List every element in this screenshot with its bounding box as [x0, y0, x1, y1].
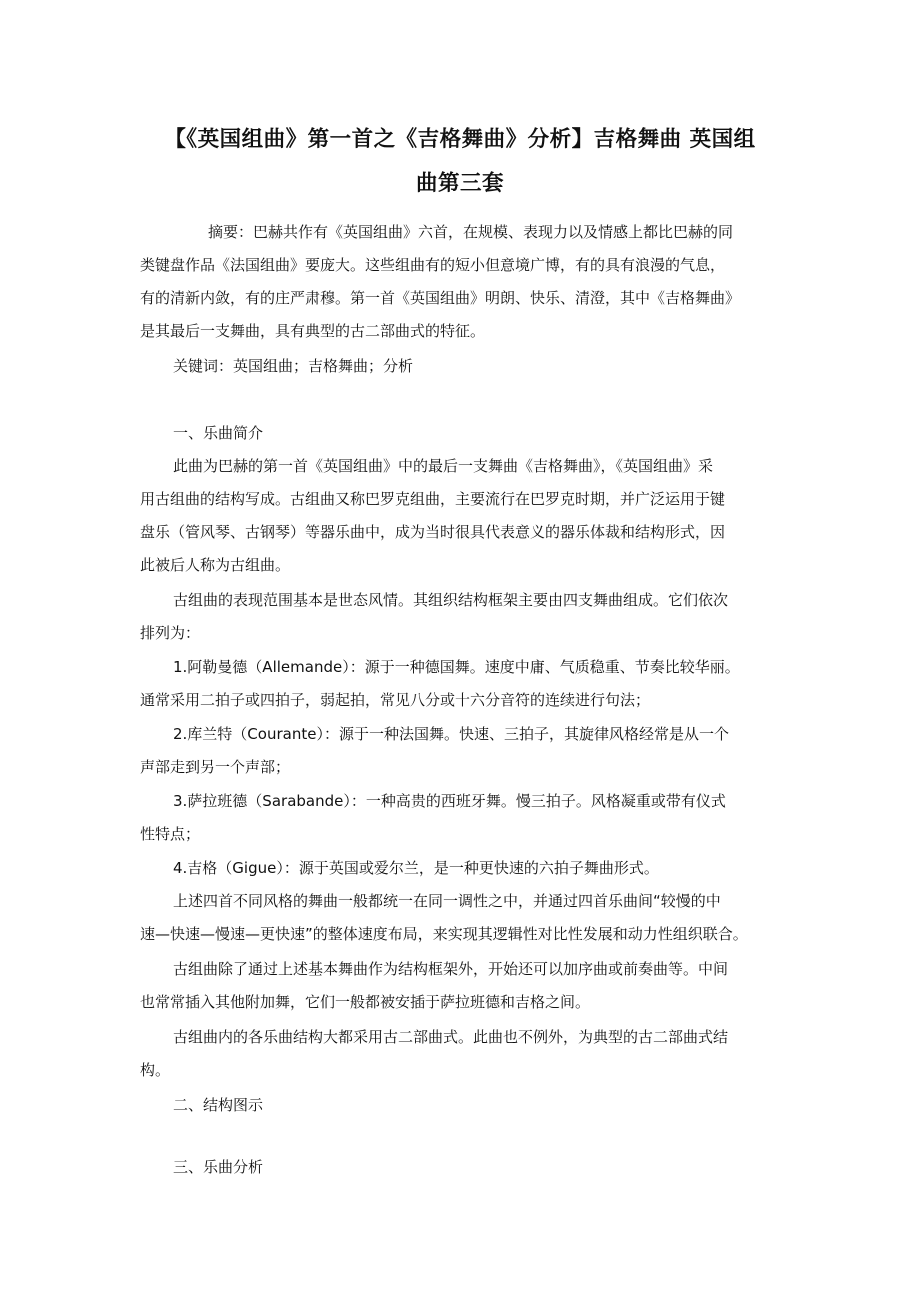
section-heading-1: 一、乐曲简介 — [173, 424, 264, 442]
paragraph-line: 古组曲内的各乐曲结构大都采用古二部曲式。此曲也不例外，为典型的古二部曲式结 — [173, 1028, 729, 1046]
list-item-courante-cont: 声部走到另一个声部； — [140, 758, 291, 776]
paragraph-line: 速—快速—慢速—更快速”的整体速度布局，来实现其逻辑性对比性发展和动力性组织联合。 — [140, 925, 748, 943]
paragraph-line: 古组曲的表现范围基本是世态风情。其组织结构框架主要由四支舞曲组成。它们依次 — [173, 591, 729, 609]
keywords: 关键词：英国组曲；吉格舞曲；分析 — [173, 357, 414, 375]
title-line-1: 【《英国组曲》第一首之《吉格舞曲》分析】吉格舞曲 英国组 — [164, 127, 756, 152]
abstract-line: 类键盘作品《法国组曲》要庞大。这些组曲有的短小但意境广博，有的具有浪漫的气息， — [140, 256, 726, 274]
paragraph-line: 构。 — [140, 1061, 171, 1079]
paragraph-line: 此被后人称为古组曲。 — [140, 556, 291, 574]
paragraph-line: 也常常插入其他附加舞，它们一般都被安插于萨拉班德和吉格之间。 — [140, 993, 591, 1011]
list-item-sarabande: 3.萨拉班德（Sarabande）：一种高贵的西班牙舞。慢三拍子。风格凝重或带有仪式 — [173, 792, 726, 810]
paragraph-line: 古组曲除了通过上述基本舞曲作为结构框架外，开始还可以加序曲或前奏曲等。中间 — [173, 960, 729, 978]
abstract-line: 摘要：巴赫共作有《英国组曲》六首，在规模、表现力以及情感上都比巴赫的同 — [208, 223, 734, 241]
list-item-courante: 2.库兰特（Courante）：源于一种法国舞。快速、三拍子，其旋律风格经常是从一个 — [173, 725, 729, 743]
paragraph-line: 用古组曲的结构写成。古组曲又称巴罗克组曲，主要流行在巴罗克时期，并广泛运用于键 — [140, 490, 726, 508]
paragraph-line: 盘乐（管风琴、古钢琴）等器乐曲中，成为当时很具代表意义的器乐体裁和结构形式，因 — [140, 523, 726, 541]
list-item-allemande-cont: 通常采用二拍子或四拍子，弱起拍，常见八分或十六分音符的连续进行句法； — [140, 691, 651, 709]
document-title — [140, 118, 780, 206]
section-heading-2: 二、结构图示 — [173, 1096, 264, 1114]
paragraph-line: 此曲为巴赫的第一首《英国组曲》中的最后一支舞曲《吉格舞曲》，《英国组曲》采 — [173, 457, 714, 475]
list-item-gigue: 4.吉格（Gigue）：源于英国或爱尔兰，是一种更快速的六拍子舞曲形式。 — [173, 859, 659, 877]
abstract-line: 是其最后一支舞曲，具有典型的古二部曲式的特征。 — [140, 322, 486, 340]
paragraph-line: 上述四首不同风格的舞曲一般都统一在同一调性之中，并通过四首乐曲间“较慢的中 — [173, 892, 721, 910]
title-line-2: 曲第三套 — [415, 171, 504, 196]
list-item-sarabande-cont: 性特点； — [140, 825, 201, 843]
abstract-line: 有的清新内敛，有的庄严肃穆。第一首《英国组曲》明朗、快乐、清澄，其中《吉格舞曲》 — [140, 289, 741, 307]
section-heading-3: 三、乐曲分析 — [173, 1158, 264, 1176]
paragraph-line: 排列为： — [140, 624, 201, 642]
list-item-allemande: 1.阿勒曼德（Allemande）：源于一种德国舞。速度中庸、气质稳重、节奏比较华丽。 — [173, 658, 740, 676]
